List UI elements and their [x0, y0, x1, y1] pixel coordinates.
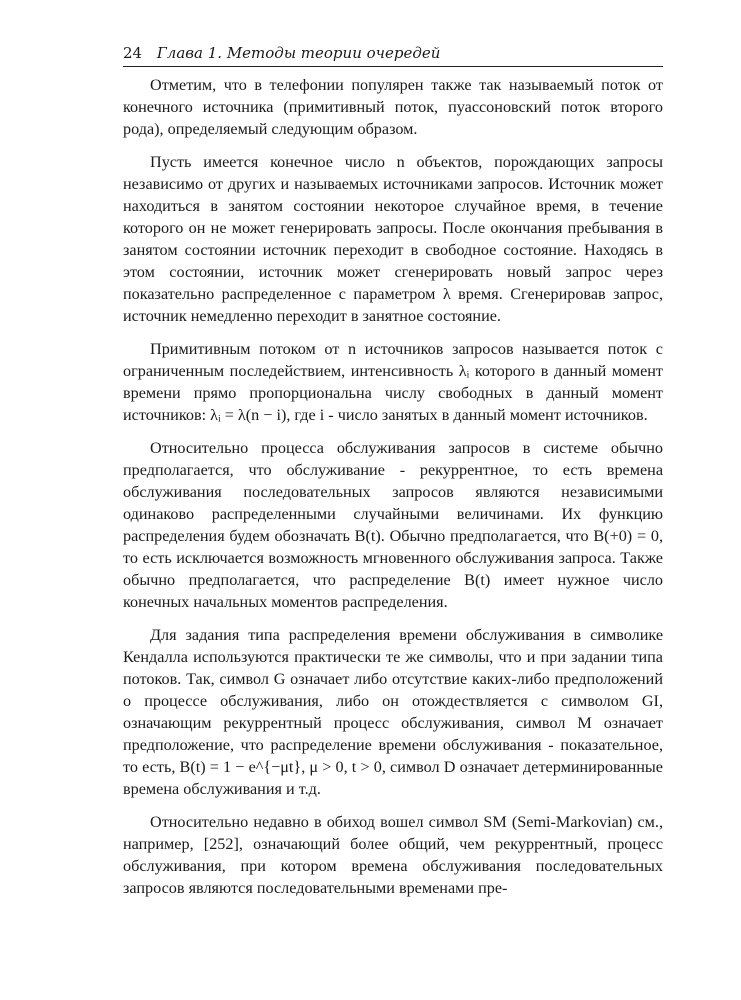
paragraph-1: Отметим, что в телефонии популярен также так называемый поток от конечного источника (примитивный поток, пуассоновский поток второго рода), определяемый следующим образом. — [123, 76, 663, 138]
paragraph-6: Относительно недавно в обиход вошел символ SM (Semi-Markovian) см., например, [252], означающий более общий, чем рекуррентный, процесс обслуживания, при котором времена обслуживания последовательных запросов являются последовательными временами пре- — [123, 813, 663, 897]
paragraph-2: Пусть имеется конечное число n объектов, порождающих запросы независимо от других и называемых источниками запросов. Источник может находиться в занятом состоянии некоторое случайное время, в течение которого он не может генерировать запросы. После окончания пребывания в занятом состоянии источник переходит в свободное состояние. Находясь в этом состоянии, источник может сгенерировать новый запрос через показательно распределенное с параметром λ время. Сгенерировав запрос, источник немедленно переходит в занятное состояние. — [123, 153, 663, 325]
paragraph-5: Для задания типа распределения времени обслуживания в символике Кендалла используются практически те же символы, что и при задании типа потоков. Так, символ G означает либо отсутствие каких-либо предположений о процессе обслуживания, либо он отождествляется с символом GI, означающим рекуррентный процесс обслуживания, символ M означает предположение, что распределение времени обслуживания - показательное, то есть, B(t) = 1 − e^{−μt}, μ > 0, t > 0, символ D означает детерминированные времена обслуживания и т.д. — [123, 626, 663, 798]
paragraph-4: Относительно процесса обслуживания запросов в системе обычно предполагается, что обслуживание - рекуррентное, то есть времена обслуживания последовательных запросов являются независимыми одинаково распределенными случайными величинами. Их функцию распределения будем обозначать B(t). Обычно предполагается, что B(+0) = 0, то есть исключается возможность мгновенного обслуживания запроса. Также обычно предполагается, что распределение B(t) имеет нужное число конечных начальных моментов распределения. — [123, 439, 663, 611]
page-number: 24 — [123, 44, 143, 62]
page-body — [123, 74, 663, 910]
chapter-title: Глава 1. Методы теории очередей — [156, 44, 441, 62]
paragraph-3: Примитивным потоком от n источников запросов называется поток с ограниченным последействием, интенсивность λᵢ которого в данный момент времени прямо пропорциональна числу свободных в данный момент источников: λᵢ = λ(n − i), где i - число занятых в данный момент источников. — [123, 340, 663, 424]
running-head — [123, 43, 663, 67]
